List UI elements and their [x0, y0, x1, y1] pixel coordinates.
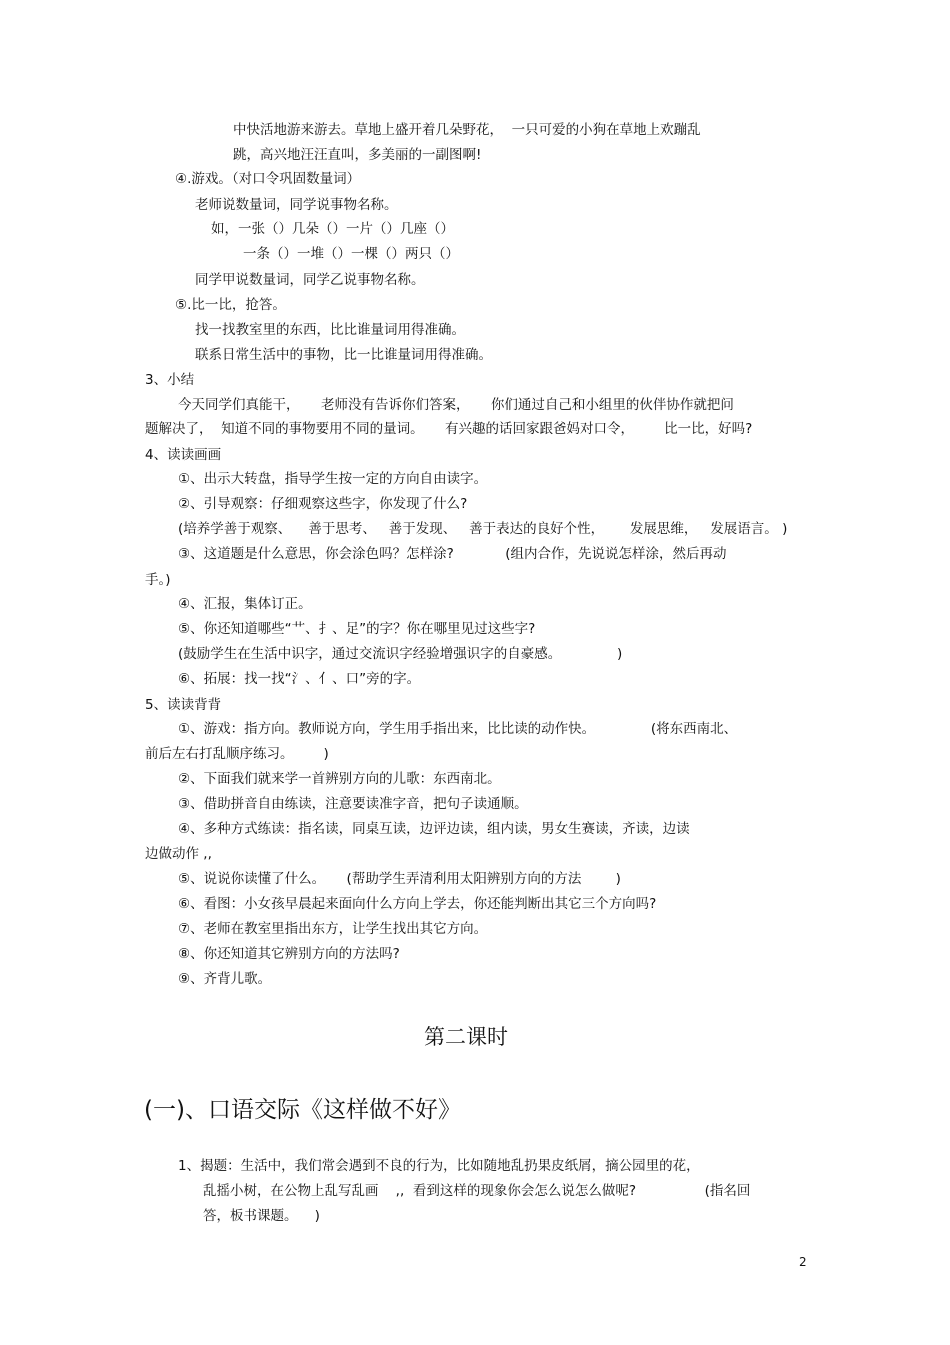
lesson-title: 第二课时: [424, 1025, 508, 1049]
text-line: 1、揭题：生活中，我们常会遇到不良的行为，比如随地乱扔果皮纸屑，摘公园里的花，: [178, 1158, 700, 1174]
text-line: ⑤.比一比，抢答。: [175, 297, 286, 313]
section-heading-4: 4、读读画画: [145, 447, 222, 463]
text-line: ⑧、你还知道其它辨别方向的方法吗?: [178, 946, 400, 962]
text-line: 一条（）一堆（）一棵（）两只（）: [243, 246, 459, 262]
text-line: 边做动作 ,,: [145, 846, 212, 862]
text-line: 前后左右打乱顺序练习。 ): [145, 746, 329, 762]
text-line: ⑦、老师在教室里指出东方，让学生找出其它方向。: [178, 921, 488, 937]
text-line: ③、这道题是什么意思，你会涂色吗？怎样涂? (组内合作，先说说怎样涂，然后再动: [178, 546, 727, 562]
text-line: (培养学善于观察、 善于思考、 善于发现、 善于表达的良好个性， 发展思维， 发展语言。 ): [178, 521, 788, 537]
text-line: 找一找教室里的东西，比比谁量词用得准确。: [195, 322, 465, 338]
text-line: 中快活地游来游去。草地上盛开着几朵野花， 一只可爱的小狗在草地上欢蹦乱: [233, 122, 701, 138]
text-line: ④.游戏。（对口令巩固数量词）: [175, 171, 361, 187]
text-line: 如，一张（）几朵（）一片（）几座（）: [211, 221, 454, 237]
text-line: ⑥、看图：小女孩早晨起来面向什么方向上学去，你还能判断出其它三个方向吗?: [178, 896, 657, 912]
text-line: ①、出示大转盘，指导学生按一定的方向自由读字。: [178, 471, 488, 487]
text-line: 老师说数量词，同学说事物名称。: [195, 197, 398, 213]
text-line: ④、汇报，集体订正。: [178, 596, 312, 612]
section-heading-5: 5、读读背背: [145, 697, 222, 713]
text-line: 手。): [145, 572, 171, 588]
text-line: 乱摇小树，在公物上乱写乱画 ,, 看到这样的现象你会怎么说怎么做呢? (指名回: [203, 1183, 751, 1199]
text-line: ⑤、你还知道哪些“艹、扌、足”的字？你在哪里见过这些字?: [178, 621, 536, 637]
text-line: ③、借助拼音自由练读，注意要读准字音，把句子读通顺。: [178, 796, 528, 812]
text-line: ②、引导观察：仔细观察这些字，你发现了什么?: [178, 496, 468, 512]
text-line: ②、下面我们就来学一首辨别方向的儿歌：东西南北。: [178, 771, 501, 787]
section-heading: (一)、口语交际《这样做不好》: [144, 1097, 461, 1123]
text-line: ①、游戏：指方向。教师说方向，学生用手指出来，比比读的动作快。 (将东西南北、: [178, 721, 738, 737]
text-line: ⑥、拓展：找一找“氵、亻、口”旁的字。: [178, 671, 421, 687]
section-heading-3: 3、小结: [145, 372, 195, 388]
page-number: 2: [799, 1255, 807, 1269]
text-line: 答，板书课题。 ): [203, 1208, 320, 1224]
text-line: 同学甲说数量词，同学乙说事物名称。: [195, 272, 425, 288]
text-line: ④、多种方式练读：指名读，同桌互读，边评边读，组内读，男女生赛读，齐读，边读: [178, 821, 690, 837]
text-line: 联系日常生活中的事物，比一比谁量词用得准确。: [195, 347, 492, 363]
text-line: 今天同学们真能干， 老师没有告诉你们答案， 你们通过自己和小组里的伙伴协作就把问: [178, 397, 734, 413]
text-line: (鼓励学生在生活中识字，通过交流识字经验增强识字的自豪感。 ): [178, 646, 623, 662]
text-line: 题解决了， 知道不同的事物要用不同的量词。 有兴趣的话回家跟爸妈对口令， 比一比，好吗?: [145, 421, 753, 437]
text-line: ⑤、说说你读懂了什么。 (帮助学生弄清利用太阳辨别方向的方法 ): [178, 871, 621, 887]
text-line: 跳，高兴地汪汪直叫，多美丽的一副图啊!: [233, 147, 482, 163]
text-line: ⑨、齐背儿歌。: [178, 971, 272, 987]
